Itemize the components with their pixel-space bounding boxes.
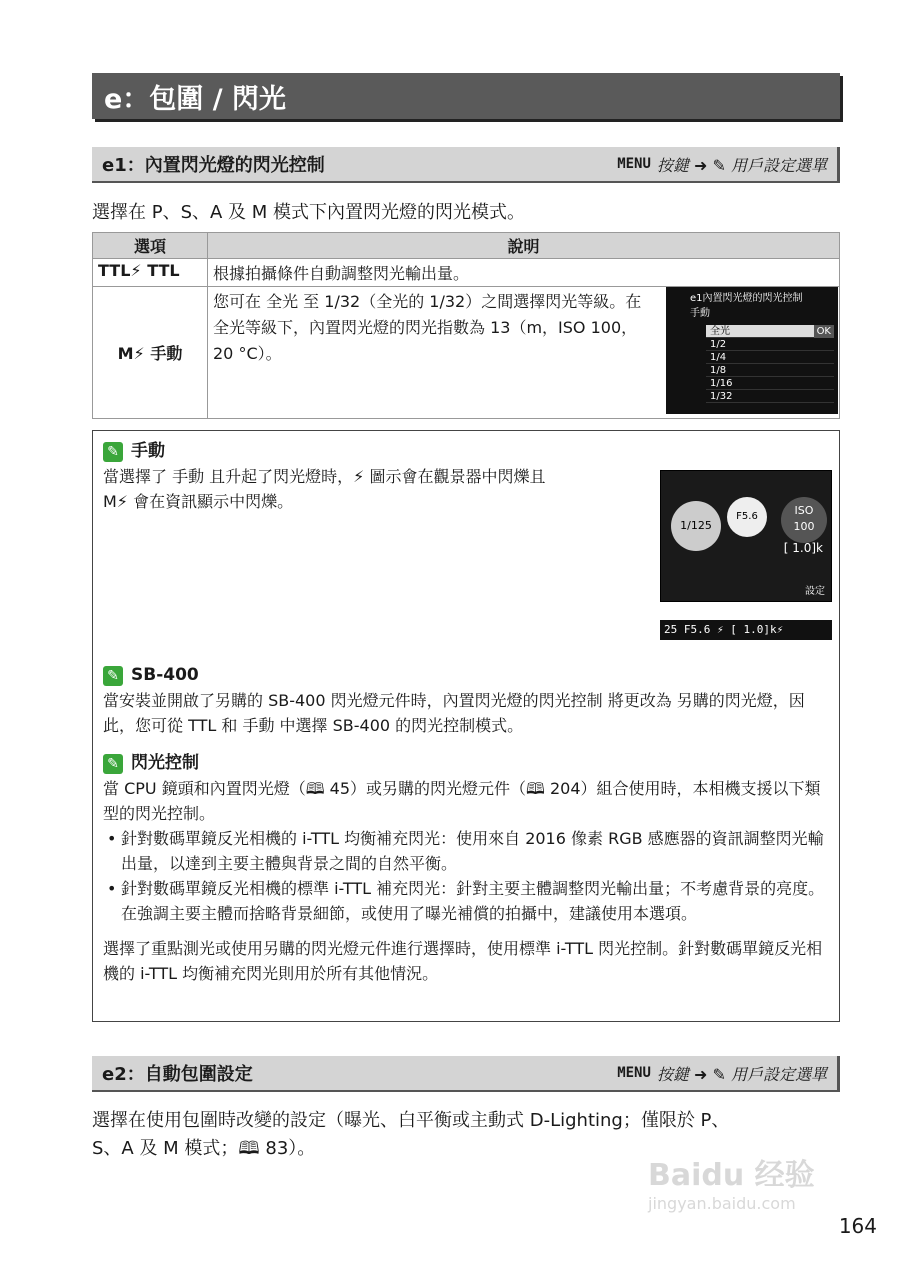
desc-cell: 根據拍攝條件自動調整閃光輸出量。 bbox=[208, 259, 840, 287]
e2-nav-path bbox=[617, 1062, 827, 1085]
info-display bbox=[660, 470, 832, 602]
col-option-header: 選項 bbox=[93, 233, 208, 259]
pencil-icon: ✎ bbox=[103, 666, 123, 686]
ok-badge: OK bbox=[814, 325, 834, 338]
lcd-item: 1/16 bbox=[706, 377, 834, 390]
bullet-item: • 針對數碼單鏡反光相機的標準 i-TTL 補充閃光：針對主要主體調整閃光輸出量；不考慮背景的亮度。在強調主要主體而捨略背景細節，或使用了曝光補償的拍攝中，建議使用本選項。 bbox=[103, 876, 829, 926]
note-title: SB-400 bbox=[131, 665, 199, 685]
lcd-subtitle: 手動 bbox=[690, 308, 710, 319]
nav-text: 按鍵 ➜ ✎ 用戶設定選單 bbox=[656, 155, 827, 175]
menu-label: MENU bbox=[617, 156, 651, 172]
note-flash-control bbox=[103, 751, 829, 986]
viewfinder-display: 25 F5.6 ⚡ [ 1.0]k⚡ bbox=[660, 620, 832, 640]
e2-header bbox=[92, 1056, 840, 1092]
menu-label: MENU bbox=[617, 1065, 651, 1081]
nav-text: 按鍵 ➜ ✎ 用戶設定選單 bbox=[656, 1064, 827, 1084]
note-title: 手動 bbox=[131, 441, 165, 461]
note-sb400 bbox=[103, 663, 829, 738]
aperture-dial: F5.6 bbox=[727, 497, 767, 537]
e2-intro-line2: S、A 及 M 模式；🕮 83）。 bbox=[92, 1138, 316, 1159]
lcd-item: 1/2 bbox=[706, 338, 834, 351]
watermark-logo: Baidu 经验 jingyan.baidu.com bbox=[648, 1158, 815, 1213]
bullet-item: • 針對數碼單鏡反光相機的 i-TTL 均衡補充閃光：使用來自 2016 像素 RGB 感應器的資訊調整閃光輸出量，以達到主要主體與背景之間的自然平衡。 bbox=[103, 826, 829, 876]
col-desc-header: 說明 bbox=[208, 233, 840, 259]
lcd-item: 1/32 bbox=[706, 390, 834, 403]
e1-title: e1：內置閃光燈的閃光控制 bbox=[102, 155, 325, 176]
lcd-item: 1/4 bbox=[706, 351, 834, 364]
note-title: 閃光控制 bbox=[131, 753, 199, 773]
e2-intro-line1: 選擇在使用包圍時改變的設定（曝光、白平衡或主動式 D-Lighting；僅限於 P、 bbox=[92, 1110, 730, 1131]
table-row bbox=[93, 259, 840, 287]
pencil-icon: ✎ bbox=[103, 442, 123, 462]
note-text: 當選擇了 手動 且升起了閃光燈時，⚡ 圖示會在觀景器中閃爍且 bbox=[103, 467, 546, 486]
lcd-title: e1內置閃光燈的閃光控制 bbox=[690, 293, 803, 304]
page-number: 164 bbox=[838, 1214, 877, 1238]
iso-dial: ISO 100 bbox=[781, 497, 827, 543]
e1-nav-path bbox=[617, 153, 827, 176]
lcd-item: 1/8 bbox=[706, 364, 834, 377]
note-text: 當 CPU 鏡頭和內置閃光燈（🕮 45）或另購的閃光燈元件（🕮 204）組合使用時，本相機支援以下類型的閃光控制。 bbox=[103, 779, 821, 823]
note-text: 選擇了重點測光或使用另購的閃光燈元件進行選擇時，使用標準 i-TTL 閃光控制。針對數碼單鏡反光相機的 i-TTL 均衡補充閃光則用於所有其他情況。 bbox=[103, 939, 823, 983]
pencil-icon: ✎ bbox=[103, 754, 123, 774]
menu-screen bbox=[666, 287, 838, 414]
lcd-item: 全光 OK bbox=[706, 325, 834, 338]
frames-remaining: [ 1.0]k bbox=[783, 541, 823, 555]
e1-header bbox=[92, 147, 840, 183]
option-cell: M⚡ 手動 bbox=[93, 287, 208, 419]
option-cell: TTL⚡ TTL bbox=[93, 259, 208, 287]
e2-title: e2：自動包圍設定 bbox=[102, 1064, 253, 1085]
desc-cell: 您可在 全光 至 1/32（全光的 1/32）之間選擇閃光等級。在全光等級下，內置閃光燈的閃光指數為 13（m，ISO 100，20 °C）。 bbox=[208, 287, 840, 419]
shutter-dial: 1/125 bbox=[671, 501, 721, 551]
section-title: e：包圍 / 閃光 bbox=[92, 73, 840, 119]
e1-intro: 選擇在 P、S、A 及 M 模式下內置閃光燈的閃光模式。 bbox=[92, 202, 526, 223]
note-text: 當安裝並開啟了另購的 SB-400 閃光燈元件時，內置閃光燈的閃光控制 將更改為 另購的閃光燈，因此，您可從 TTL 和 手動 中選擇 SB-400 的閃光控制模式。 bbox=[103, 691, 805, 735]
settings-label: 設定 bbox=[805, 586, 825, 597]
note-text: M⚡ 會在資訊顯示中閃爍。 bbox=[103, 492, 294, 511]
